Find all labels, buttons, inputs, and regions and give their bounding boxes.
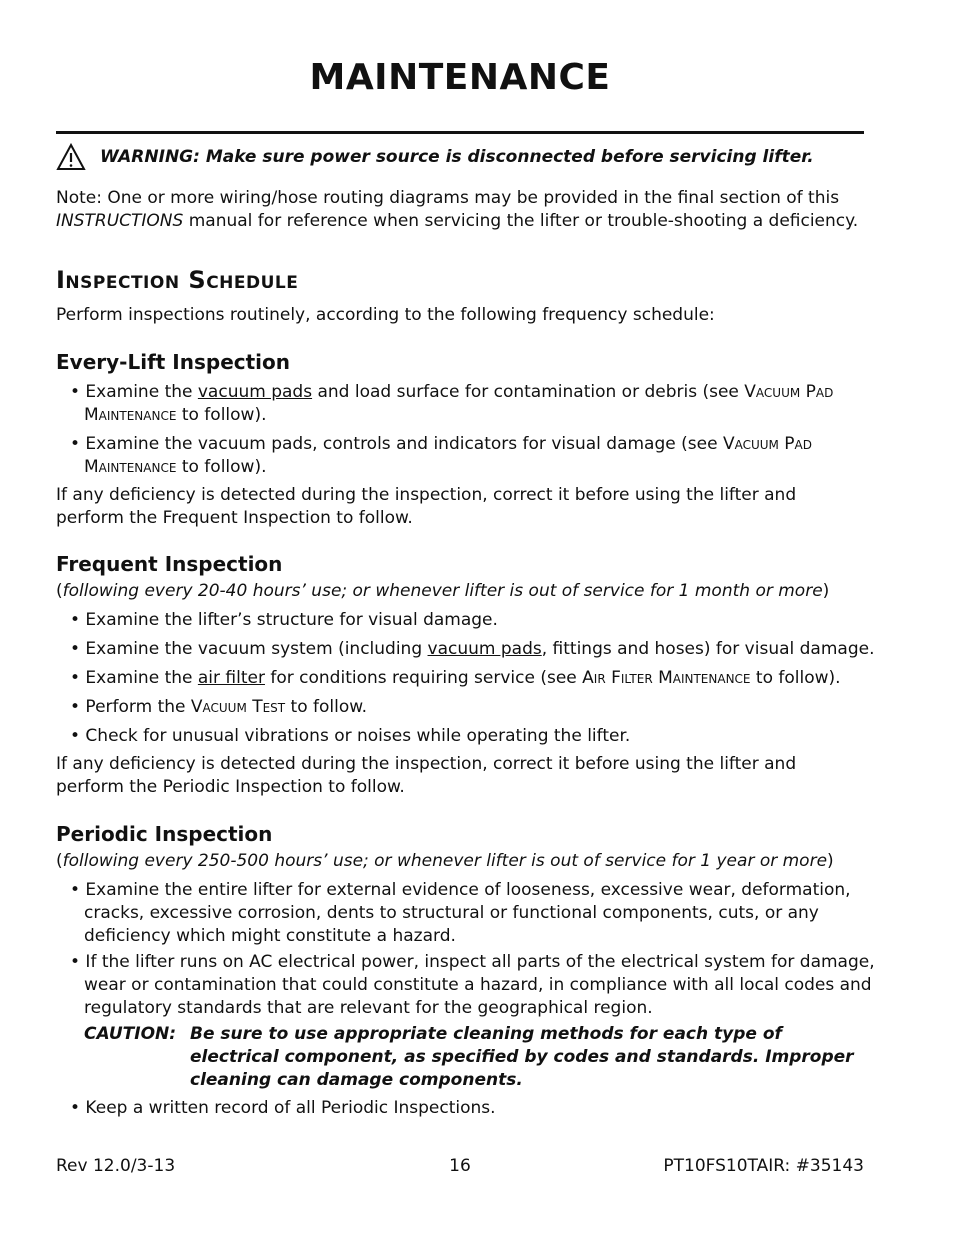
list-item: • Perform the Vacuum Test to follow. — [70, 697, 367, 717]
note-paragraph: Note: One or more wiring/hose routing diagrams may be provided in the final section of this INSTRUCTIONS manual for reference when servicing the lifter or trouble-shooting a deficiency. — [56, 188, 859, 231]
list-item: • Examine the entire lifter for external evidence of looseness, excessive wear, deformation, cracks, excessive corrosion, dents to structural or functional components, cuts, or any deficiency which might constitute a hazard. — [70, 880, 851, 946]
title-divider — [56, 131, 864, 134]
air-filter-link[interactable]: air filter — [197, 668, 265, 688]
heading-frequent-inspection: Frequent Inspection — [56, 552, 283, 576]
every-lift-closing: If any deficiency is detected during the inspection, correct it before using the lifter and perform the Frequent Inspection to follow. — [56, 485, 797, 528]
list-item: • If the lifter runs on AC electrical power, inspect all parts of the electrical system for damage, wear or contamination that could constitute a hazard, in compliance with all local codes and regulatory standards that are relevant for the geographical region. — [70, 952, 875, 1018]
vacuum-pads-link[interactable]: vacuum pads — [427, 639, 542, 659]
list-item: • Keep a written record of all Periodic Inspections. — [70, 1098, 496, 1118]
warning-text: WARNING: Make sure power source is disconnected before servicing lifter. — [100, 147, 814, 167]
frequent-schedule: (following every 20-40 hours’ use; or whenever lifter is out of service for 1 month or more) — [56, 581, 830, 601]
list-item: • Examine the vacuum pads and load surface for contamination or debris (see Vacuum Pad Maintenance to follow). — [70, 382, 834, 425]
list-item: • Examine the air filter for conditions requiring service (see Air Filter Maintenance to follow). — [70, 668, 841, 688]
heading-periodic-inspection: Periodic Inspection — [56, 822, 273, 846]
list-item: • Examine the vacuum pads, controls and indicators for visual damage (see Vacuum Pad Maintenance to follow). — [70, 434, 812, 477]
vacuum-pads-link[interactable]: vacuum pads — [197, 382, 313, 402]
heading-every-lift-inspection: Every-Lift Inspection — [56, 350, 291, 374]
page-number: 16 — [449, 1156, 471, 1176]
caution-note — [56, 1023, 864, 1093]
manual-title: INSTRUCTIONS — [56, 211, 184, 231]
caution-label: CAUTION: — [84, 1024, 177, 1044]
revision-label: Rev 12.0/3-13 — [56, 1156, 176, 1176]
warning-banner — [56, 143, 864, 173]
warning-triangle-icon — [56, 143, 86, 171]
caution-text: Be sure to use appropriate cleaning methods for each type of electrical component, as specified by codes and standards. Improper cleaning can damage components. — [190, 1024, 854, 1090]
section-heading-inspection-schedule: Inspection Schedule — [56, 266, 299, 294]
document-id: PT10FS10TAIR: #35143 — [663, 1156, 864, 1176]
list-item: • Examine the vacuum system (including vacuum pads, fittings and hoses) for visual damage. — [70, 639, 875, 659]
page-title: MAINTENANCE — [309, 57, 611, 98]
periodic-schedule: (following every 250-500 hours’ use; or whenever lifter is out of service for 1 year or more) — [56, 851, 834, 871]
frequent-closing: If any deficiency is detected during the inspection, correct it before using the lifter and perform the Periodic Inspection to follow. — [56, 754, 797, 797]
list-item: • Check for unusual vibrations or noises while operating the lifter. — [70, 726, 631, 746]
schedule-intro: Perform inspections routinely, according to the following frequency schedule: — [56, 305, 715, 325]
list-item: • Examine the lifter’s structure for visual damage. — [70, 610, 498, 630]
